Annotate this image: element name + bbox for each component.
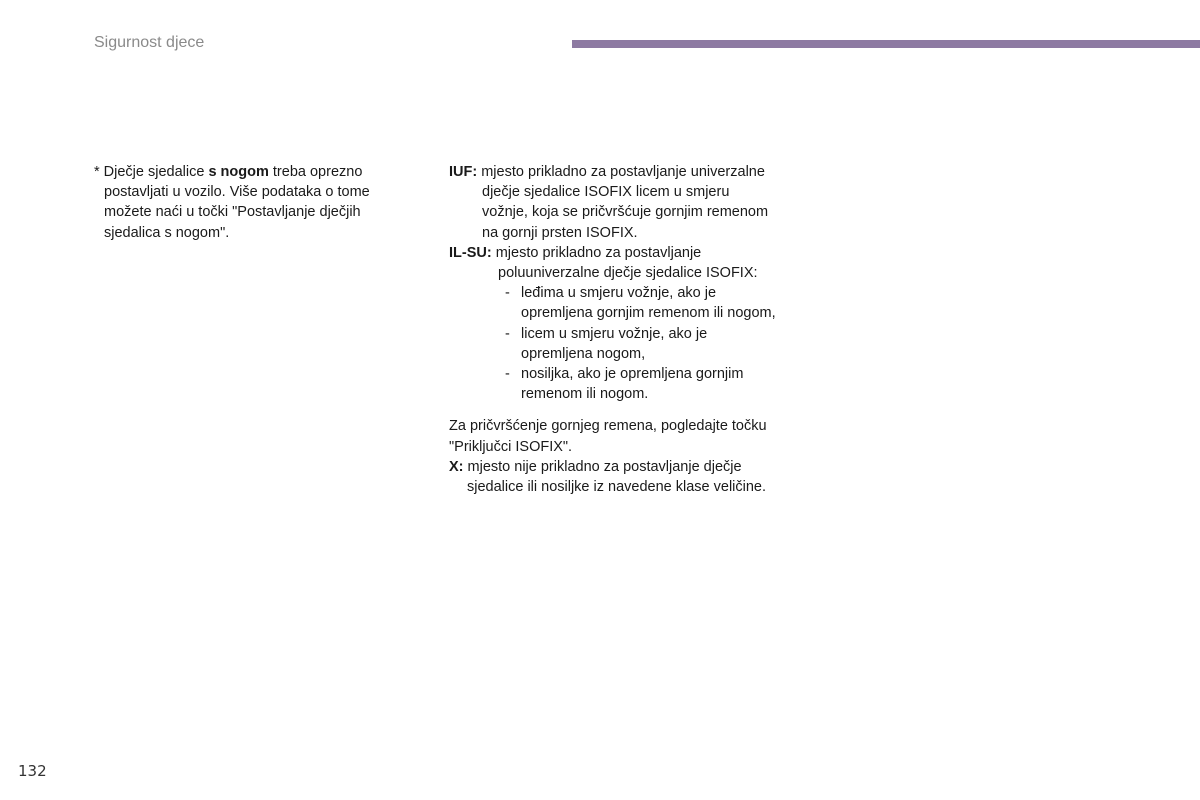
x-term: X: bbox=[449, 458, 464, 475]
ilsu-term: IL-SU: bbox=[449, 244, 492, 261]
header-accent-bar bbox=[572, 40, 1200, 48]
ilsu-text: mjesto prikladno za postavljanje poluuniverzalne dječje sjedalice ISOFIX: bbox=[491, 244, 758, 282]
left-column bbox=[94, 162, 414, 243]
x-definition bbox=[449, 457, 779, 497]
page-number: 132 bbox=[18, 762, 47, 780]
iuf-text: mjesto prikladno za postavljanje univerzalne dječje sjedalice ISOFIX licem u smjeru vožnje, koja se pričvršćuje gornjim remenom na gornji prsten ISOFIX. bbox=[477, 164, 769, 241]
footnote-paragraph bbox=[94, 162, 414, 243]
list-item: - leđima u smjeru vožnje, ako je opremljena gornjim remenom ili nogom, bbox=[505, 285, 776, 322]
list-item: - licem u smjeru vožnje, ako je opremljena nogom, bbox=[505, 325, 708, 362]
isofix-note: Za pričvršćenje gornjeg remena, pogledajte točku "Priključci ISOFIX". bbox=[449, 418, 767, 455]
ilsu-list bbox=[449, 283, 779, 404]
list-item: - nosiljka, ako je opremljena gornjim remenom ili nogom. bbox=[505, 366, 744, 403]
footnote-bold: s nogom bbox=[208, 164, 269, 180]
ilsu-definition bbox=[449, 243, 779, 283]
page-header-title: Sigurnost djece bbox=[94, 34, 205, 51]
right-column bbox=[449, 162, 779, 497]
x-text: mjesto nije prikladno za postavljanje dječje sjedalice ili nosiljke iz navedene klase veličine. bbox=[463, 458, 767, 496]
iuf-term: IUF: bbox=[449, 164, 478, 180]
footnote-prefix: * Dječje sjedalice bbox=[94, 164, 209, 180]
iuf-definition bbox=[449, 162, 779, 243]
footnote-rest: treba oprezno postavljati u vozilo. Više podataka o tome možete naći u točki "Postavljanje dječjih sjedalica s nogom". bbox=[104, 164, 370, 241]
